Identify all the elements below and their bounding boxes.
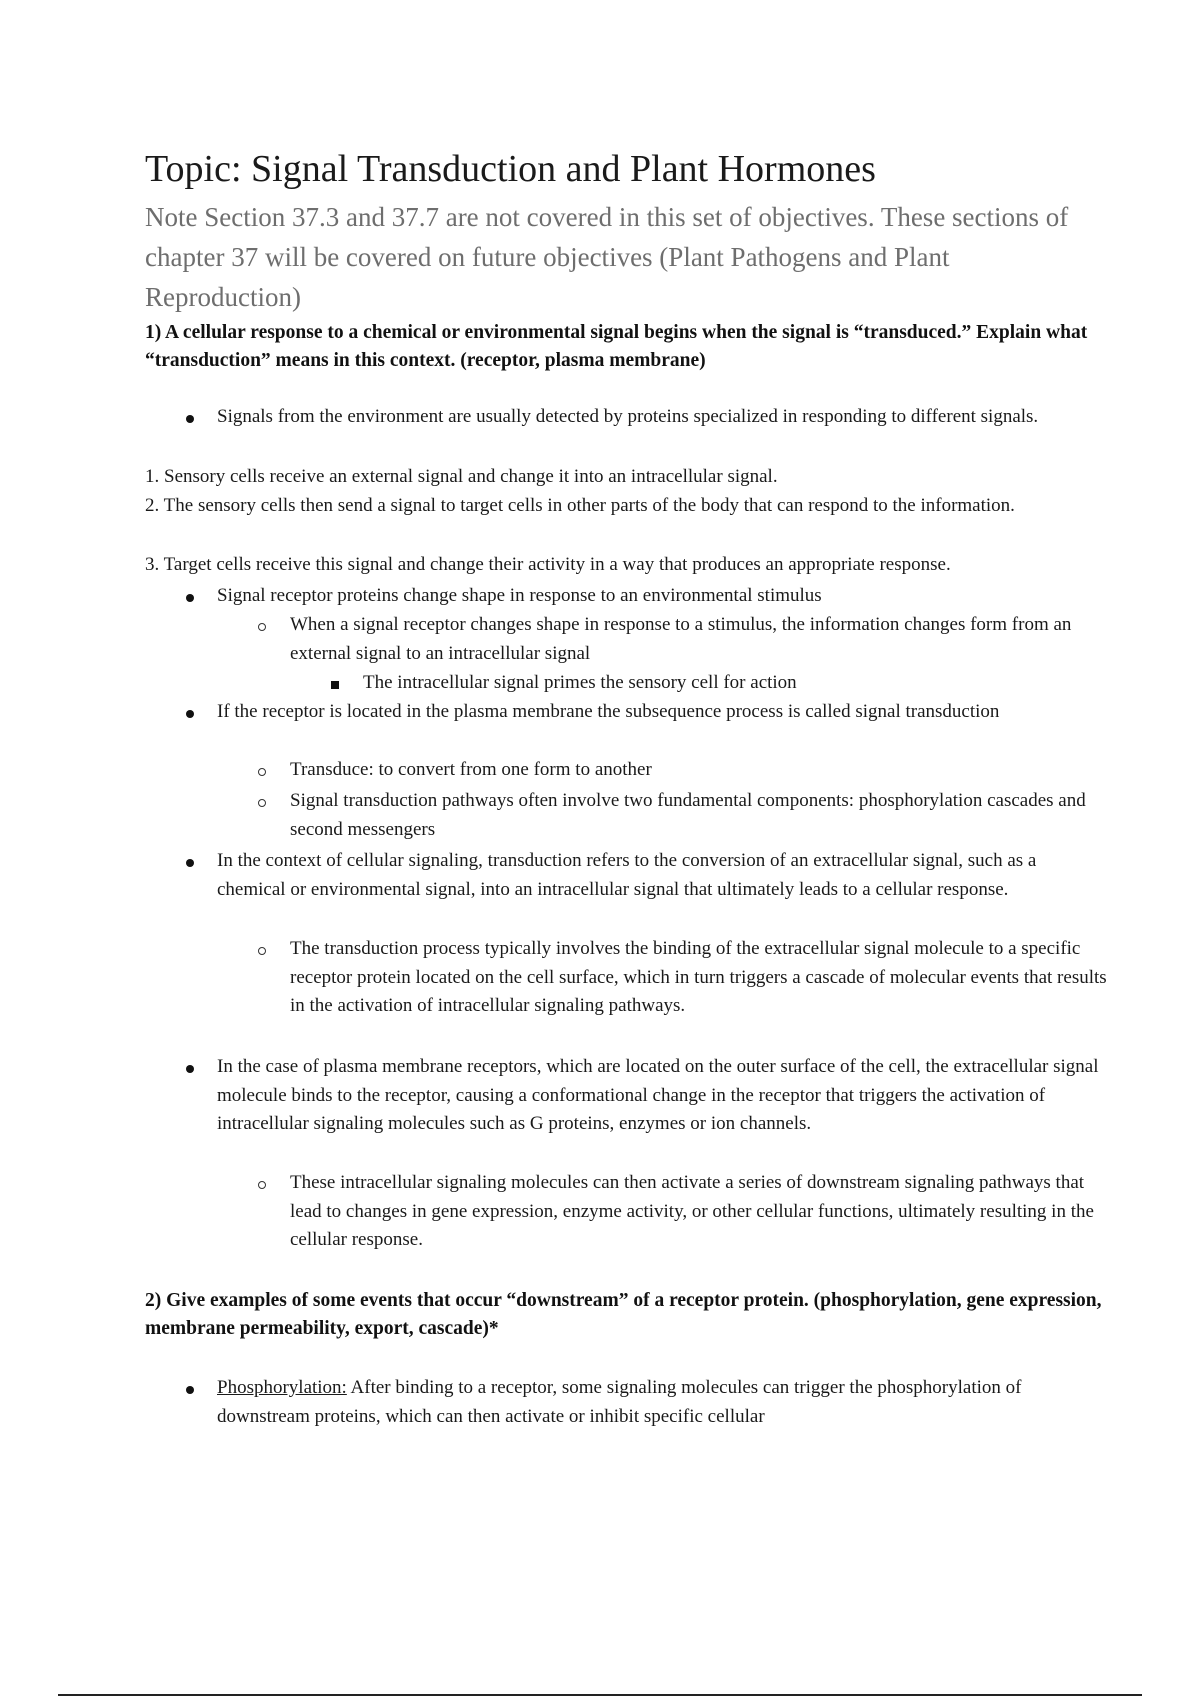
bullet-circle-icon xyxy=(258,1181,266,1189)
bullet-square-icon xyxy=(331,681,339,689)
bullet-circle-icon xyxy=(258,947,266,955)
answer-1-bullet-3-sub-2: Signal transduction pathways often involve two fundamental components: phosphorylation cascades and second messengers xyxy=(290,790,1086,840)
answer-1-bullet-5-sub-1: These intracellular signaling molecules can then activate a series of downstream signaling pathways that lead to changes in gene expression, enzyme activity, or other cellular functions, ultimately resulting in the cellular response. xyxy=(290,1172,1094,1250)
answer-2-bullet-1 xyxy=(217,1374,1107,1431)
answer-1-bullet-3: If the receptor is located in the plasma membrane the subsequence process is called signal transduction xyxy=(217,701,1000,722)
page-title: Topic: Signal Transduction and Plant Hormones xyxy=(145,148,876,190)
answer-2-term: Phosphorylation: xyxy=(217,1377,347,1398)
bullet-disc-icon xyxy=(186,710,194,718)
answer-1-bullet-4-sub-1: The transduction process typically involves the binding of the extracellular signal molecule to a specific receptor protein located on the cell surface, which in turn triggers a cascade of molecular events that results in the activation of intracellular signaling pathways. xyxy=(290,938,1107,1016)
page-bottom-divider xyxy=(58,1694,1142,1696)
answer-1-step-1: 1. Sensory cells receive an external signal and change it into an intracellular signal. xyxy=(145,466,778,487)
answer-1-step-2: 2. The sensory cells then send a signal to target cells in other parts of the body that can respond to the information. xyxy=(145,495,1015,516)
answer-1-bullet-5: In the case of plasma membrane receptors, which are located on the outer surface of the cell, the extracellular signal molecule binds to the receptor, causing a conformational change in the receptor that triggers the activation of intracellular signaling molecules such as G proteins, enzymes or ion channels. xyxy=(217,1056,1099,1134)
answer-2-text: After binding to a receptor, some signaling molecules can trigger the phosphorylation of downstream proteins, which can then activate or inhibit specific cellular xyxy=(217,1377,1022,1427)
bullet-disc-icon xyxy=(186,594,194,602)
scope-note: Note Section 37.3 and 37.7 are not covered in this set of objectives. These sections of chapter 37 will be covered on future objectives (Plant Pathogens and Plant Reproduction) xyxy=(145,202,1069,312)
answer-1-bullet-2-sub-1: When a signal receptor changes shape in response to a stimulus, the information changes form from an external signal to an intracellular signal xyxy=(290,614,1072,664)
answer-1-bullet-4: In the context of cellular signaling, transduction refers to the conversion of an extracellular signal, such as a chemical or environmental signal, into an intracellular signal that ultimately leads to a cellular response. xyxy=(217,850,1037,900)
answer-1-bullet-2-sub-1-detail: The intracellular signal primes the sensory cell for action xyxy=(363,672,797,693)
answer-1-step-3: 3. Target cells receive this signal and change their activity in a way that produces an appropriate response. xyxy=(145,554,951,575)
question-1: 1) A cellular response to a chemical or environmental signal begins when the signal is “transduced.” Explain what “transduction” means in this context. (receptor, plasma membrane) xyxy=(145,322,1088,371)
bullet-disc-icon xyxy=(186,415,194,423)
bullet-disc-icon xyxy=(186,1065,194,1073)
answer-1-bullet-3-sub-1: Transduce: to convert from one form to another xyxy=(290,759,652,780)
bullet-disc-icon xyxy=(186,1386,194,1394)
answer-1-bullet-2: Signal receptor proteins change shape in response to an environmental stimulus xyxy=(217,585,822,606)
question-2: 2) Give examples of some events that occur “downstream” of a receptor protein. (phosphorylation, gene expression, membrane permeability, export, cascade)* xyxy=(145,1290,1102,1339)
bullet-circle-icon xyxy=(258,623,266,631)
answer-1-bullet-1: Signals from the environment are usually detected by proteins specialized in responding to different signals. xyxy=(217,406,1039,427)
bullet-circle-icon xyxy=(258,768,266,776)
bullet-disc-icon xyxy=(186,859,194,867)
bullet-circle-icon xyxy=(258,799,266,807)
